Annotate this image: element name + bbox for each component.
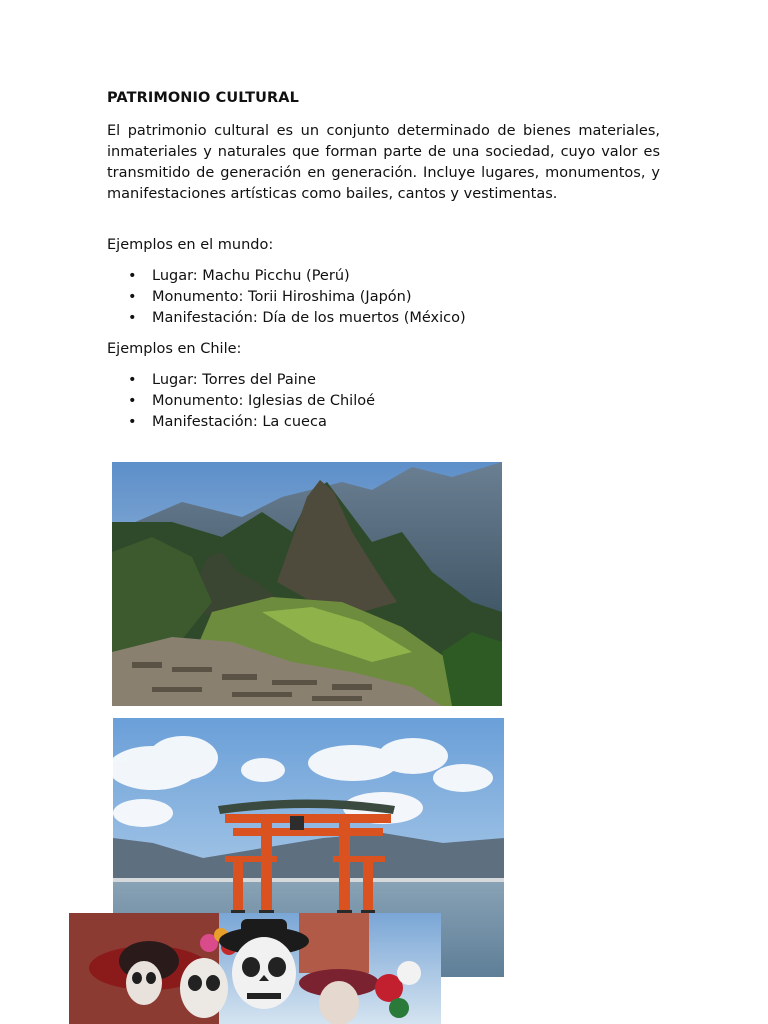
list-item: • Manifestación: La cueca [107, 412, 375, 433]
list-item: • Manifestación: Día de los muertos (México) [107, 308, 466, 329]
dia-de-muertos-photo [69, 913, 441, 1024]
list-item: • Monumento: Iglesias de Chiloé [107, 391, 375, 412]
list-item: • Lugar: Machu Picchu (Perú) [107, 266, 466, 287]
list-item: • Lugar: Torres del Paine [107, 370, 375, 391]
intro-paragraph: El patrimonio cultural es un conjunto determinado de bienes materiales, inmateriales y naturales que forman parte de una sociedad, cuyo valor es transmitido de generación en generación. Incluye lugares, monumentos, y manifestaciones artísticas como bailes, cantos y vestimentas. [107, 123, 660, 202]
world-examples-list [107, 266, 466, 329]
list-item: • Monumento: Torii Hiroshima (Japón) [107, 287, 466, 308]
world-examples-heading: Ejemplos en el mundo: [107, 237, 274, 253]
chile-examples-heading: Ejemplos en Chile: [107, 341, 242, 357]
chile-examples-list [107, 370, 375, 433]
machu-picchu-photo [112, 462, 502, 706]
document-title: PATRIMONIO CULTURAL [107, 90, 299, 106]
